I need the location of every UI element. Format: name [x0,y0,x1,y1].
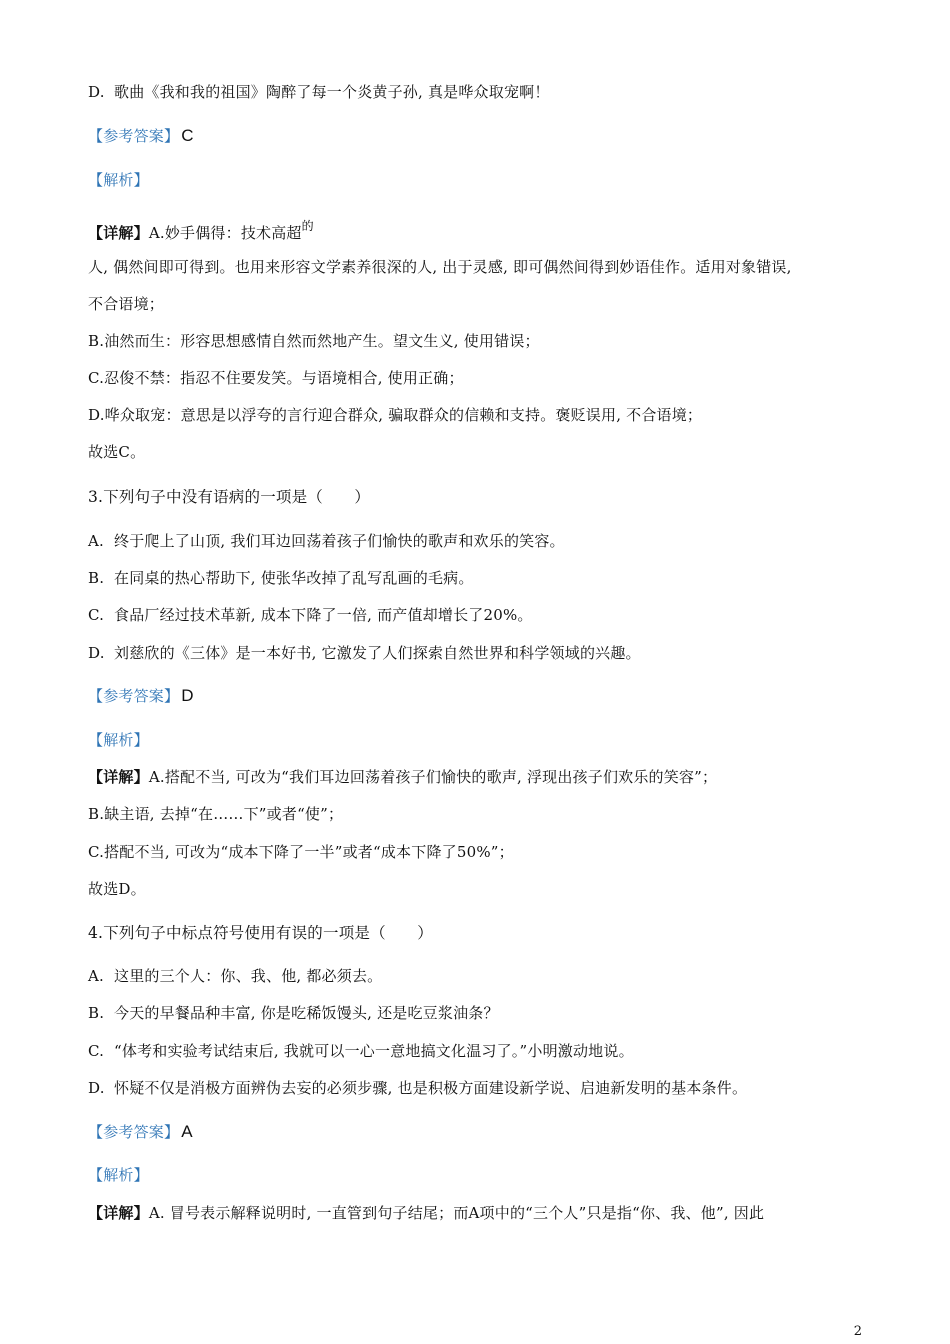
question-4-option-b: B. 今天的早餐品种丰富, 你是吃稀饭馒头, 还是吃豆浆油条？ [88,1004,499,1022]
detail-1-conclusion: 故选C。 [88,443,146,461]
page-number: 2 [853,1324,862,1339]
detail-1-line-e: C.忍俊不禁：指忍不住要发笑。与语境相合, 使用正确； [88,369,464,387]
detail-3-conclusion: 故选D。 [88,880,146,898]
question-3-option-c: C. 食品厂经过技术革新, 成本下降了一倍, 而产值却增长了20%。 [88,606,533,624]
detail-3-line-b: B.缺主语, 去掉“在……下”或者“使”； [88,805,344,823]
reference-answer-1: 【参考答案】 C [88,126,194,145]
detail-1-line-b: 人, 偶然间即可得到。也用来形容文学素养很深的人, 出于灵感, 即可偶然间得到妙语佳作。适用对象错误, [88,258,792,276]
question-4-option-c: C. “体考和实验考试结束后, 我就可以一心一意地搞文化温习了。”小明激动地说。 [88,1042,634,1060]
detail-1-line-a: 【详解】A.妙手偶得：技术高超$^的$ [88,219,314,242]
question-3-option-a: A. 终于爬上了山顶, 我们耳边回荡着孩子们愉快的歌声和欢乐的笑容。 [88,532,565,550]
detail-3-line-a: 【详解】A.搭配不当, 可改为“我们耳边回荡着孩子们愉快的歌声, 浮现出孩子们欢乐的笑容”； [88,768,718,786]
question-4-stem: 4.下列句子中标点符号使用有误的一项是（ ） [88,924,433,942]
reference-answer-4: 【参考答案】 A [88,1122,193,1141]
detail-4-line-a: 【详解】A. 冒号表示解释说明时, 一直管到句子结尾；而A项中的“三个人”只是指“你、我、他”, 因此 [88,1204,765,1222]
question-4-option-a: A. 这里的三个人：你、我、他, 都必须去。 [88,967,383,985]
reference-answer-3: 【参考答案】 D [88,686,194,705]
analysis-heading-1: 【解析】 [88,171,149,189]
detail-3-line-c: C.搭配不当, 可改为“成本下降了一半”或者“成本下降了50%”； [88,843,514,861]
detail-1-line-d: B.油然而生：形容思想感情自然而然地产生。望文生义, 使用错误； [88,332,540,350]
question-3-option-b: B. 在同桌的热心帮助下, 使张华改掉了乱写乱画的毛病。 [88,569,474,587]
question-3-stem: 3.下列句子中没有语病的一项是（ ） [88,488,371,506]
question-4-option-d: D. 怀疑不仅是消极方面辨伪去妄的必须步骤, 也是积极方面建设新学说、启迪新发明的基本条件。 [88,1079,748,1097]
detail-1-line-f: D.哗众取宠：意思是以浮夸的言行迎合群众, 骗取群众的信赖和支持。褒贬误用, 不合语境； [88,406,703,424]
question-3-option-d: D. 刘慈欣的《三体》是一本好书, 它激发了人们探索自然世界和科学领域的兴趣。 [88,644,641,662]
analysis-heading-4: 【解析】 [88,1166,149,1184]
option-d-line: D. 歌曲《我和我的祖国》陶醉了每一个炎黄子孙, 真是哗众取宠啊！ [88,83,550,101]
detail-1-line-c: 不合语境； [88,295,165,313]
analysis-heading-3: 【解析】 [88,731,149,749]
